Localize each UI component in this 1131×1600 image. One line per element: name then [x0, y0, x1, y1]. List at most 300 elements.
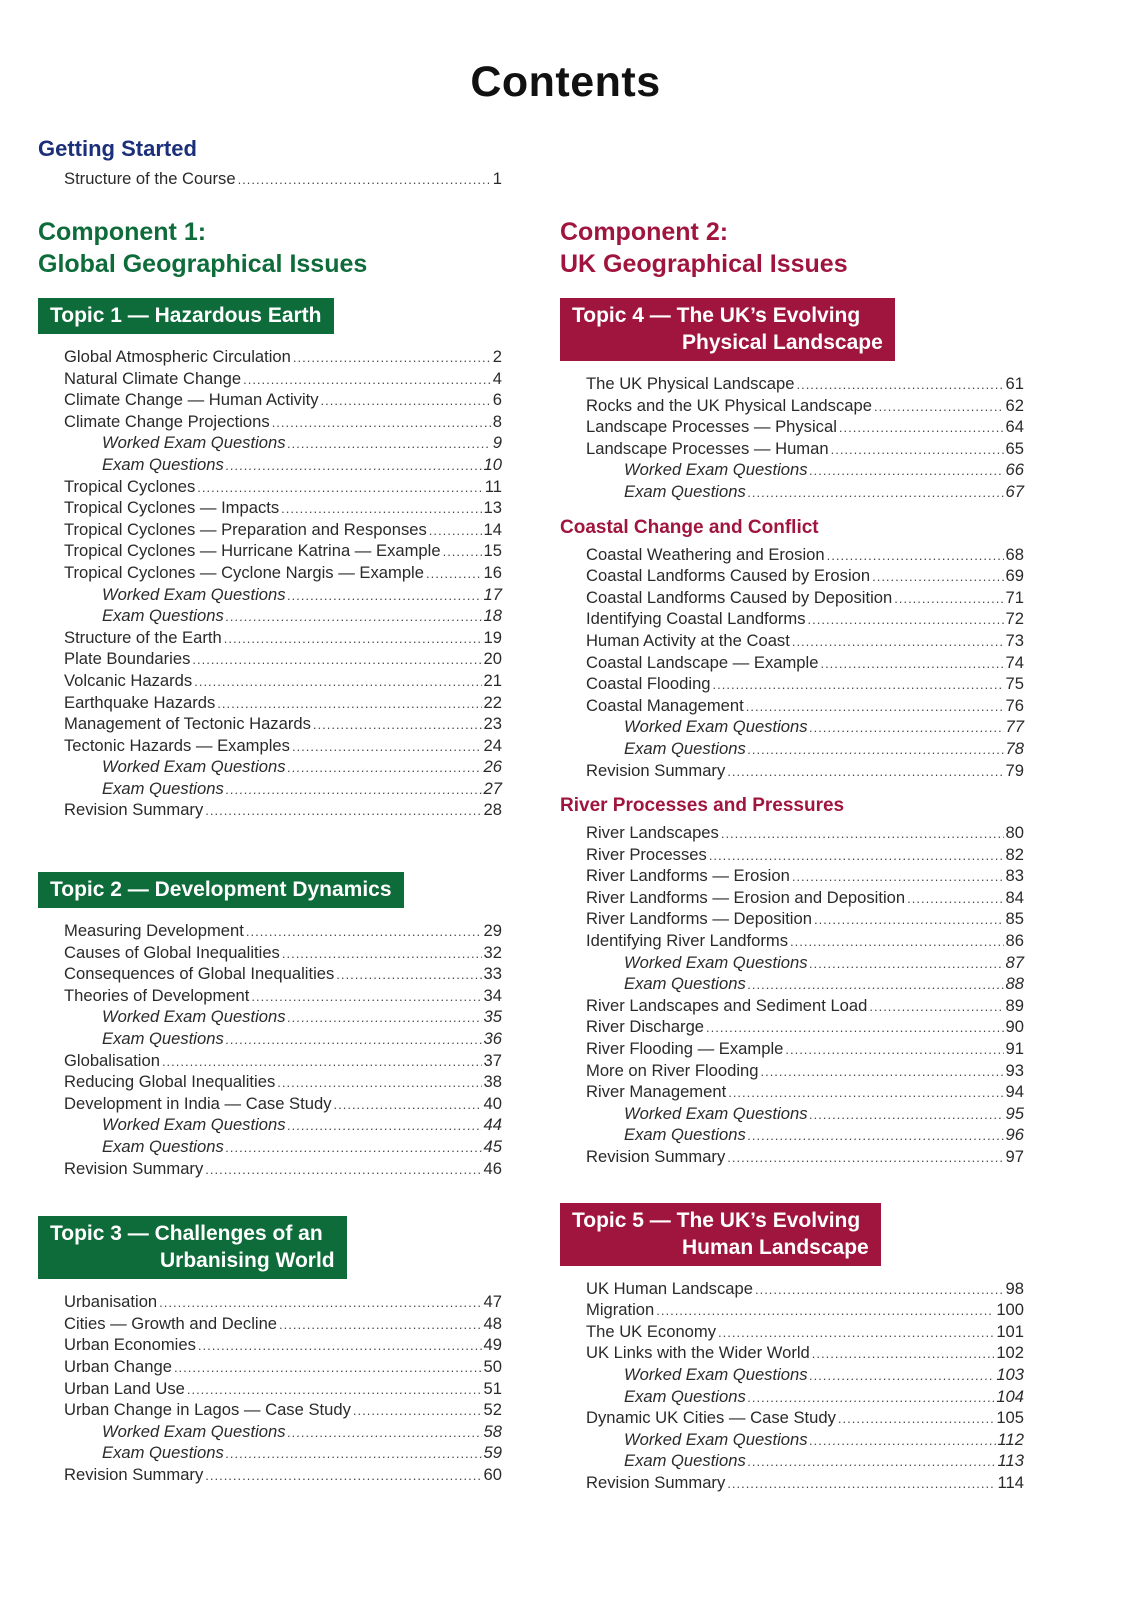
toc-entry[interactable]	[64, 346, 502, 368]
toc-entry-label: Revision Summary	[586, 1472, 726, 1492]
toc-entry[interactable]	[64, 497, 502, 519]
toc-entry[interactable]	[586, 1386, 1024, 1408]
toc-entry-page: 40	[483, 1093, 502, 1113]
topic-title: Topic 4 — The UK’s Evolving	[572, 304, 861, 327]
toc-entry[interactable]	[586, 565, 1024, 587]
dot-leader	[246, 921, 482, 943]
toc-entry-page: 27	[483, 778, 502, 798]
toc-entry-page: 21	[483, 670, 502, 690]
toc-entry[interactable]	[586, 930, 1024, 952]
toc-entry-label: Coastal Weathering and Erosion	[586, 544, 825, 564]
toc-entry-page: 105	[996, 1408, 1024, 1428]
toc-entry[interactable]	[586, 1124, 1024, 1146]
toc-entry[interactable]	[64, 963, 502, 985]
toc-entry-label: Climate Change Projections	[64, 411, 270, 431]
toc-entry-label: Tropical Cyclones	[64, 476, 196, 496]
toc-list	[64, 168, 502, 190]
dot-leader	[748, 1387, 995, 1409]
dot-leader	[812, 1343, 995, 1365]
toc-entry-label: Dynamic UK Cities — Case Study	[586, 1408, 836, 1428]
toc-entry-page: 14	[483, 519, 502, 539]
toc-entry-page: 59	[483, 1443, 502, 1463]
toc-entry-page: 85	[1005, 909, 1024, 929]
toc-entry-page: 87	[1005, 952, 1024, 972]
topic-3-banner	[38, 1216, 347, 1279]
toc-entry-page: 51	[483, 1378, 502, 1398]
toc-entry-label: Plate Boundaries	[64, 649, 191, 669]
toc-entry[interactable]	[64, 648, 502, 670]
dot-leader	[192, 649, 481, 671]
toc-entry[interactable]	[64, 368, 502, 390]
toc-entry-page: 77	[1005, 717, 1024, 737]
toc-entry-label: River Management	[586, 1082, 727, 1102]
toc-entry-label: Exam Questions	[624, 738, 746, 758]
toc-entry[interactable]	[64, 1158, 502, 1180]
toc-entry-label: Earthquake Hazards	[64, 692, 216, 712]
toc-entry-page: 96	[1005, 1125, 1024, 1145]
toc-entry-page: 71	[1005, 587, 1024, 607]
toc-entry[interactable]	[64, 670, 502, 692]
toc-entry[interactable]	[586, 822, 1024, 844]
dot-leader	[907, 888, 1003, 910]
toc-entry-page: 79	[1005, 760, 1024, 780]
toc-entry-label: Identifying Coastal Landforms	[586, 609, 806, 629]
toc-entry[interactable]	[586, 1364, 1024, 1386]
dot-leader	[810, 717, 1004, 739]
toc-entry-label: Exam Questions	[624, 1125, 746, 1145]
toc-entry[interactable]	[586, 908, 1024, 930]
toc-entry[interactable]	[64, 1028, 502, 1050]
toc-entry[interactable]	[64, 1050, 502, 1072]
dot-leader	[718, 1322, 994, 1344]
toc-entry[interactable]	[586, 1429, 1024, 1451]
toc-entry-page: 15	[483, 541, 502, 561]
toc-entry[interactable]	[64, 1356, 502, 1378]
toc-entry-label: Urban Economies	[64, 1335, 196, 1355]
toc-entry-label: Landscape Processes — Physical	[586, 417, 837, 437]
dot-leader	[272, 412, 491, 434]
component-1-title	[38, 216, 518, 280]
toc-entry[interactable]	[586, 1103, 1024, 1125]
toc-entry-label: Worked Exam Questions	[102, 1007, 286, 1027]
toc-entry-page: 18	[483, 606, 502, 626]
toc-entry-label: River Landforms — Deposition	[586, 909, 812, 929]
toc-entry[interactable]	[586, 459, 1024, 481]
dot-leader	[443, 541, 482, 563]
toc-entry[interactable]	[64, 584, 502, 606]
toc-entry-page: 11	[484, 476, 502, 496]
toc-entry-label: Coastal Landforms Caused by Erosion	[586, 566, 871, 586]
dot-leader	[727, 761, 1003, 783]
toc-entry-label: Urban Land Use	[64, 1378, 185, 1398]
page-title: Contents	[470, 58, 661, 106]
toc-entry-page: 37	[483, 1050, 502, 1070]
toc-entry[interactable]	[64, 432, 502, 454]
toc-entry[interactable]	[64, 799, 502, 821]
toc-entry-label: Global Atmospheric Circulation	[64, 347, 291, 366]
toc-entry[interactable]	[64, 454, 502, 476]
toc-entry[interactable]	[64, 1006, 502, 1028]
toc-entry[interactable]	[586, 973, 1024, 995]
component-title-line: Component 2:	[560, 218, 729, 246]
toc-entry[interactable]	[586, 544, 1024, 566]
toc-entry-label: River Landscapes	[586, 823, 719, 843]
dot-leader	[205, 800, 481, 822]
toc-list	[586, 544, 1024, 782]
component-title-line: UK Geographical Issues	[560, 250, 848, 278]
toc-entry-label: Exam Questions	[624, 1386, 746, 1406]
toc-entry[interactable]	[64, 1093, 502, 1115]
toc-entry[interactable]	[586, 952, 1024, 974]
toc-entry-page: 112	[997, 1429, 1024, 1449]
toc-entry-page: 23	[483, 714, 502, 734]
dot-leader	[205, 1159, 481, 1181]
toc-entry-label: Exam Questions	[102, 606, 224, 626]
toc-entry[interactable]	[64, 411, 502, 433]
toc-entry-page: 52	[483, 1400, 502, 1420]
toc-entry-label: The UK Physical Landscape	[586, 374, 795, 393]
toc-entry[interactable]	[64, 168, 502, 190]
toc-entry-label: Exam Questions	[624, 481, 746, 501]
toc-entry-label: River Processes	[586, 844, 707, 864]
toc-list	[586, 822, 1024, 1168]
toc-entry-page: 10	[483, 454, 502, 474]
toc-entry-page: 90	[1005, 1017, 1024, 1037]
dot-leader	[288, 433, 491, 455]
toc-entry[interactable]	[586, 1472, 1024, 1494]
component-title-line: Global Geographical Issues	[38, 250, 368, 278]
toc-entry[interactable]	[586, 844, 1024, 866]
toc-entry-page: 103	[996, 1364, 1024, 1384]
dot-leader	[839, 417, 1004, 439]
toc-entry[interactable]	[586, 481, 1024, 503]
dot-leader	[226, 779, 482, 801]
toc-entry-label: Coastal Landscape — Example	[586, 652, 819, 672]
dot-leader	[288, 1007, 482, 1029]
toc-entry-label: Revision Summary	[64, 1464, 204, 1484]
dot-leader	[174, 1357, 482, 1379]
topic-4-banner	[560, 298, 895, 361]
toc-entry-page: 78	[1005, 738, 1024, 758]
toc-entry[interactable]	[586, 1278, 1024, 1300]
toc-entry[interactable]	[586, 1299, 1024, 1321]
dot-leader	[226, 1443, 482, 1465]
toc-entry[interactable]	[586, 760, 1024, 782]
toc-entry-page: 76	[1005, 695, 1024, 715]
toc-entry[interactable]	[64, 920, 502, 942]
dot-leader	[808, 609, 1004, 631]
toc-entry[interactable]	[586, 695, 1024, 717]
toc-entry-label: Exam Questions	[102, 1029, 224, 1049]
toc-entry[interactable]	[64, 1291, 502, 1313]
dot-leader	[810, 1365, 995, 1387]
toc-entry[interactable]	[64, 389, 502, 411]
dot-leader	[838, 1408, 994, 1430]
toc-entry-page: 95	[1005, 1103, 1024, 1123]
toc-entry-label: Exam Questions	[102, 454, 224, 474]
toc-entry-label: Revision Summary	[64, 800, 204, 820]
toc-entry-label: Tropical Cyclones — Hurricane Katrina — Example	[64, 541, 441, 561]
toc-entry[interactable]	[586, 716, 1024, 738]
toc-entry-label: More on River Flooding	[586, 1060, 759, 1080]
toc-entry[interactable]	[586, 1081, 1024, 1103]
toc-entry-page: 83	[1005, 866, 1024, 886]
toc-entry-label: UK Human Landscape	[586, 1278, 753, 1298]
toc-entry-page: 69	[1005, 566, 1024, 586]
dot-leader	[162, 1051, 482, 1073]
toc-entry-page: 34	[483, 985, 502, 1005]
toc-entry[interactable]	[586, 1450, 1024, 1472]
toc-entry-page: 61	[1005, 374, 1024, 393]
toc-entry-label: Exam Questions	[102, 1137, 224, 1156]
dot-leader	[288, 757, 482, 779]
toc-entry[interactable]	[586, 1342, 1024, 1364]
toc-entry[interactable]	[586, 1016, 1024, 1038]
toc-entry[interactable]	[64, 1399, 502, 1421]
topic-title: Topic 2 — Development Dynamics	[50, 878, 392, 902]
toc-entry[interactable]	[586, 608, 1024, 630]
dot-leader	[288, 1115, 482, 1137]
toc-entry[interactable]	[64, 1114, 502, 1136]
toc-entry-page: 80	[1005, 823, 1024, 843]
toc-entry-page: 65	[1005, 438, 1024, 458]
toc-entry[interactable]	[586, 1321, 1024, 1343]
toc-entry[interactable]	[64, 778, 502, 800]
toc-entry-label: Worked Exam Questions	[624, 1429, 808, 1449]
toc-entry-label: Worked Exam Questions	[624, 1103, 808, 1123]
toc-list	[64, 346, 502, 821]
dot-leader	[288, 1422, 482, 1444]
toc-entry-page: 94	[1005, 1082, 1024, 1102]
dot-leader	[810, 1430, 996, 1452]
toc-entry-label: Urban Change in Lagos — Case Study	[64, 1400, 351, 1420]
toc-entry[interactable]	[586, 1060, 1024, 1082]
dot-leader	[226, 455, 482, 477]
toc-entry[interactable]	[64, 1421, 502, 1443]
toc-entry[interactable]	[586, 887, 1024, 909]
toc-entry[interactable]	[64, 985, 502, 1007]
dot-leader	[709, 845, 1004, 867]
toc-entry-label: Volcanic Hazards	[64, 670, 193, 690]
toc-entry-page: 47	[483, 1292, 502, 1312]
toc-entry-label: Consequences of Global Inequalities	[64, 964, 335, 984]
toc-entry-page: 113	[997, 1451, 1024, 1471]
toc-entry-page: 1	[492, 169, 502, 188]
toc-entry-page: 60	[483, 1464, 502, 1484]
dot-leader	[226, 606, 482, 628]
toc-entry-label: Natural Climate Change	[64, 368, 242, 388]
dot-leader	[810, 1104, 1004, 1126]
toc-entry-label: Causes of Global Inequalities	[64, 942, 280, 962]
dot-leader	[831, 439, 1004, 461]
dot-leader	[727, 1147, 1003, 1169]
toc-entry[interactable]	[64, 540, 502, 562]
toc-entry-label: Exam Questions	[624, 1451, 746, 1471]
toc-entry[interactable]	[64, 605, 502, 627]
toc-entry-label: Cities — Growth and Decline	[64, 1313, 278, 1333]
toc-entry[interactable]	[586, 673, 1024, 695]
dot-leader	[238, 169, 491, 191]
topic-title: Topic 3 — Challenges of an	[50, 1222, 323, 1246]
toc-entry[interactable]	[64, 1464, 502, 1486]
dot-leader	[748, 739, 1004, 761]
toc-entry-label: Revision Summary	[586, 1147, 726, 1166]
dot-leader	[194, 671, 481, 693]
toc-entry-page: 66	[1005, 460, 1024, 480]
dot-leader	[217, 693, 481, 715]
dot-leader	[713, 674, 1004, 696]
toc-entry-label: Worked Exam Questions	[624, 1364, 808, 1384]
toc-entry-page: 24	[483, 735, 502, 755]
toc-entry-page: 32	[483, 942, 502, 962]
dot-leader	[706, 1017, 1003, 1039]
dot-leader	[894, 588, 1003, 610]
toc-entry-label: Reducing Global Inequalities	[64, 1072, 276, 1092]
toc-entry[interactable]	[64, 519, 502, 541]
toc-entry[interactable]	[586, 416, 1024, 438]
toc-entry[interactable]	[586, 395, 1024, 417]
dot-leader	[279, 1314, 481, 1336]
toc-entry-label: Worked Exam Questions	[624, 460, 808, 480]
toc-entry[interactable]	[586, 995, 1024, 1017]
dot-leader	[796, 374, 1003, 396]
toc-entry[interactable]	[64, 1136, 502, 1158]
toc-entry-label: Worked Exam Questions	[102, 1421, 286, 1441]
toc-entry-page: 48	[483, 1313, 502, 1333]
toc-entry-label: Revision Summary	[586, 760, 726, 780]
toc-entry-label: Identifying River Landforms	[586, 931, 788, 951]
topic-title-line-2: Urbanising World	[160, 1249, 335, 1273]
dot-leader	[243, 369, 491, 391]
toc-entry-page: 2	[492, 347, 502, 366]
toc-entry[interactable]	[64, 756, 502, 778]
dot-leader	[792, 866, 1004, 888]
dot-leader	[727, 1473, 995, 1495]
toc-entry[interactable]	[586, 652, 1024, 674]
dot-leader	[159, 1292, 481, 1314]
dot-leader	[251, 986, 481, 1008]
toc-entry-label: Human Activity at the Coast	[586, 630, 790, 650]
toc-entry-label: Structure of the Course	[64, 169, 236, 188]
toc-entry-label: Exam Questions	[624, 974, 746, 994]
toc-entry-page: 8	[492, 411, 502, 431]
toc-entry[interactable]	[586, 587, 1024, 609]
toc-entry[interactable]	[64, 1378, 502, 1400]
toc-entry[interactable]	[64, 1313, 502, 1335]
toc-entry-page: 88	[1005, 974, 1024, 994]
toc-entry-label: Urbanisation	[64, 1292, 158, 1312]
toc-entry-page: 4	[492, 368, 502, 388]
toc-entry-label: Exam Questions	[102, 1443, 224, 1463]
toc-entry[interactable]	[64, 735, 502, 757]
toc-entry-page: 89	[1005, 995, 1024, 1015]
dot-leader	[353, 1400, 482, 1422]
toc-entry[interactable]	[586, 738, 1024, 760]
dot-leader	[810, 953, 1004, 975]
toc-entry-page: 28	[483, 800, 502, 820]
dot-leader	[814, 909, 1004, 931]
toc-entry[interactable]	[64, 942, 502, 964]
dot-leader	[820, 653, 1003, 675]
toc-entry-page: 75	[1005, 674, 1024, 694]
toc-entry-label: The UK Economy	[586, 1321, 717, 1341]
toc-entry-label: Coastal Flooding	[586, 674, 711, 694]
toc-entry-page: 33	[483, 964, 502, 984]
toc-entry[interactable]	[586, 1407, 1024, 1429]
toc-entry[interactable]	[586, 1146, 1024, 1168]
toc-entry[interactable]	[586, 1038, 1024, 1060]
toc-entry-page: 16	[483, 562, 502, 582]
toc-entry[interactable]	[64, 1334, 502, 1356]
toc-entry-label: Development in India — Case Study	[64, 1093, 332, 1113]
dot-leader	[748, 1451, 996, 1473]
dot-leader	[748, 482, 1004, 504]
toc-entry[interactable]	[64, 627, 502, 649]
toc-entry-label: Management of Tectonic Hazards	[64, 714, 311, 734]
dot-leader	[755, 1279, 1004, 1301]
toc-entry[interactable]	[64, 562, 502, 584]
toc-entry-page: 114	[997, 1472, 1024, 1492]
dot-leader	[288, 585, 482, 607]
toc-entry-label: Coastal Landforms Caused by Deposition	[586, 587, 893, 607]
dot-leader	[198, 1335, 482, 1357]
toc-entry-page: 20	[483, 649, 502, 669]
dot-leader	[748, 974, 1004, 996]
dot-leader	[226, 1029, 482, 1051]
topic-title: Topic 1 — Hazardous Earth	[50, 304, 322, 327]
dot-leader	[785, 1039, 1003, 1061]
topic-title-line-2: Human Landscape	[682, 1235, 869, 1259]
toc-entry[interactable]	[586, 438, 1024, 460]
toc-entry-page: 86	[1005, 931, 1024, 951]
dot-leader	[293, 347, 491, 369]
toc-entry-page: 45	[483, 1137, 502, 1156]
toc-entry-label: River Flooding — Example	[586, 1039, 784, 1059]
toc-entry[interactable]	[64, 1442, 502, 1464]
toc-entry-page: 104	[996, 1386, 1024, 1406]
toc-entry[interactable]	[64, 1071, 502, 1093]
toc-entry-label: Worked Exam Questions	[102, 433, 286, 453]
toc-entry-page: 67	[1005, 481, 1024, 501]
dot-leader	[282, 943, 482, 965]
toc-entry[interactable]	[64, 476, 502, 498]
toc-entry[interactable]	[64, 713, 502, 735]
topic-title: Topic 5 — The UK’s Evolving	[572, 1208, 861, 1232]
toc-entry-page: 19	[483, 627, 502, 647]
toc-entry-page: 36	[483, 1029, 502, 1049]
toc-entry-label: Urban Change	[64, 1356, 172, 1376]
dot-leader	[748, 1125, 1004, 1147]
toc-entry[interactable]	[586, 373, 1024, 395]
toc-entry-page: 97	[1005, 1147, 1024, 1166]
toc-entry-page: 35	[483, 1007, 502, 1027]
toc-entry-label: Landscape Processes — Human	[586, 438, 829, 458]
toc-entry[interactable]	[586, 865, 1024, 887]
topic-5-banner	[560, 1203, 881, 1266]
dot-leader	[827, 545, 1004, 567]
toc-entry[interactable]	[64, 692, 502, 714]
component-title-line: Component 1:	[38, 218, 207, 246]
coastal-section-heading: Coastal Change and Conflict	[560, 516, 819, 538]
toc-entry-label: River Discharge	[586, 1017, 705, 1037]
toc-entry-label: River Landforms — Erosion and Deposition	[586, 887, 906, 907]
toc-entry[interactable]	[586, 630, 1024, 652]
dot-leader	[224, 628, 482, 650]
toc-entry-page: 46	[483, 1158, 502, 1178]
toc-entry-page: 91	[1005, 1039, 1024, 1059]
toc-entry-label: River Landscapes and Sediment Load	[586, 995, 868, 1015]
toc-entry-page: 6	[492, 390, 502, 410]
